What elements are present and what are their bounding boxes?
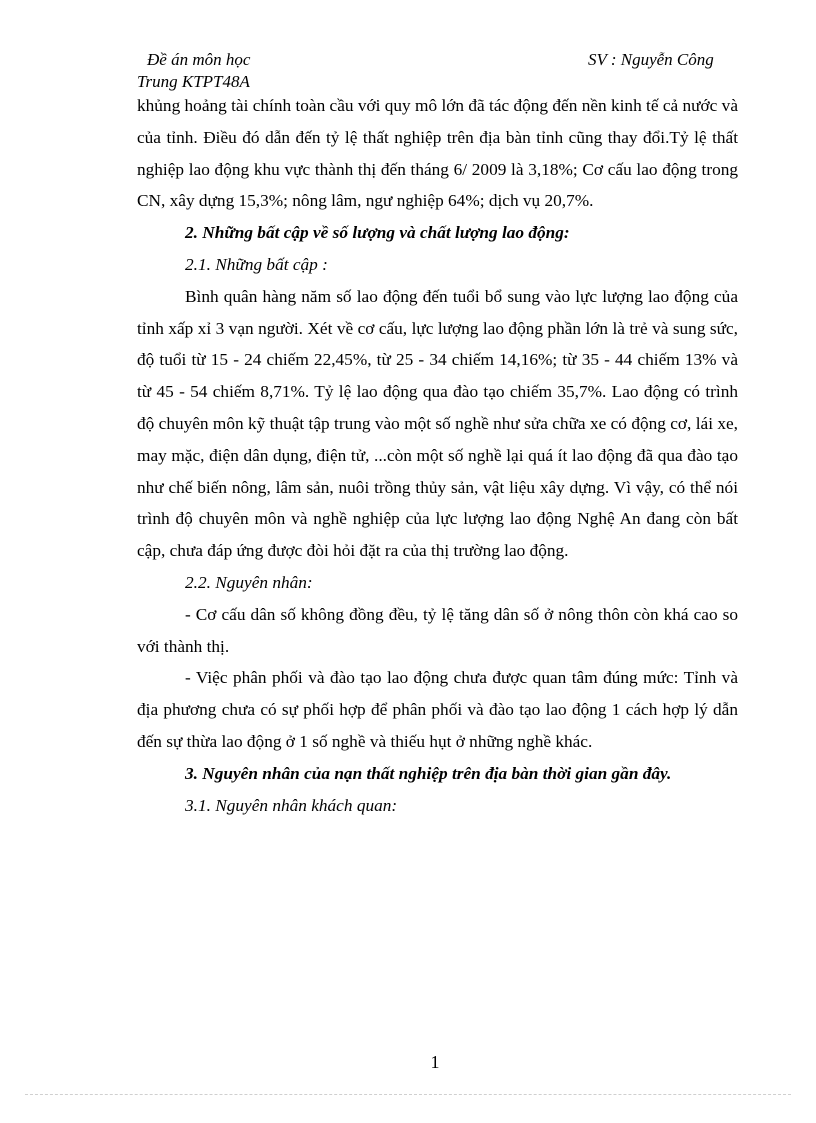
paragraph-2-1: Bình quân hàng năm số lao động đến tuổi bổ sung vào lực lượng lao động của tỉnh xấp xỉ 3 vạn người. Xét về cơ cấu, lực lượng lao động phần lớn là trẻ và sung sức, độ tuổi từ 15 - 24 chiếm 22,45%, từ 25 - 34 chiếm 14,16%; từ 35 - 44 chiếm 13% và từ 45 - 54 chiếm 8,71%. Tỷ lệ lao động qua đào tạo chiếm 35,7%. Lao động có trình độ chuyên môn kỹ thuật tập trung vào một số nghề như sửa chữa xe có động cơ, lái xe, may mặc, điện dân dụng, điện tử, ...còn một số nghề lại quá ít lao động đã qua đào tạo như chế biến nông, lâm sản, nuôi trồng thủy sản, vật liệu xây dựng. Vì vậy, có thể nói trình độ chuyên môn và nghề nghiệp của lực lượng lao động Nghệ An đang còn bất cập, chưa đáp ứng được đòi hỏi đặt ra của thị trường lao động. [137,286,738,561]
section-heading-2: 2. Những bất cập về số lượng và chất lượng lao động: [185,223,570,243]
header-course-info [137,49,250,93]
subsection-heading-3-1: 3.1. Nguyên nhân khách quan: [185,795,398,815]
subsection-heading-2-2: 2.2. Nguyên nhân: [185,572,313,592]
subsection-heading-2-1: 2.1. Những bất cập : [185,254,328,274]
section-heading-3: 3. Nguyên nhân của nạn thất nghiệp trên địa bàn thời gian gần đây. [185,763,672,783]
page-bottom-divider [25,1094,791,1095]
paragraph-continued: khủng hoảng tài chính toàn cầu với quy mô lớn đã tác động đến nền kinh tế cả nước và của tỉnh. Điều đó dẫn đến tỷ lệ thất nghiệp trên địa bàn tỉnh cũng thay đổi.Tỷ lệ thất nghiệp lao động khu vực thành thị đến tháng 6/ 2009 là 3,18%; Cơ cấu lao động trong CN, xây dựng 15,3%; nông lâm, ngư nghiệp 64%; dịch vụ 20,7%. [137,96,738,211]
paragraph-2-2-b: - Việc phân phối và đào tạo lao động chưa được quan tâm đúng mức: Tỉnh và địa phương chưa có sự phối hợp để phân phối và đào tạo lao động 1 cách hợp lý dẫn đến sự thừa lao động ở 1 số nghề và thiếu hụt ở những nghề khác. [137,668,738,751]
header-course-title: Đề án môn học [147,50,251,69]
document-body [137,90,738,821]
paragraph-2-2-a: - Cơ cấu dân số không đồng đều, tỷ lệ tăng dân số ở nông thôn còn khá cao so với thành thị. [137,604,738,656]
page-number: 1 [430,1052,440,1072]
header-student-name: SV : Nguyễn Công [588,50,714,69]
header-class-code: Trung KTPT48A [137,72,250,91]
